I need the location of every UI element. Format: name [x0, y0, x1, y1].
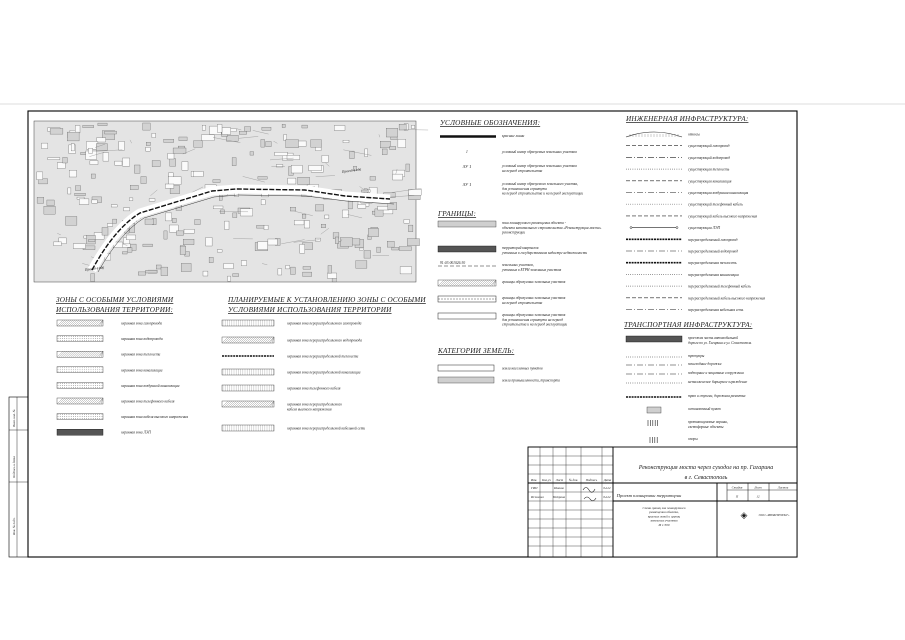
- engineering-label: перераспределяемый газопровод: [688, 237, 738, 242]
- engineering-label: перераспределяемая кабельная сеть: [688, 308, 744, 312]
- zones-right-title: ПЛАНИРУЕМЫЕ К УСТАНОВЛЕНИЮ ЗОНЫ С ОСОБЫМИ: [228, 296, 426, 304]
- land-item: [438, 377, 560, 384]
- transport-item: [626, 335, 752, 345]
- legend-label: на период строительства: [502, 168, 543, 173]
- land-label: земли населенных пунктов: [502, 366, 543, 371]
- legend-swatch: [626, 132, 682, 137]
- zones-right-title: УСЛОВИЯМИ ИСПОЛЬЗОВАНИЯ ТЕРРИТОРИИ: [228, 306, 392, 314]
- planned-zone-item: [222, 354, 359, 359]
- border-label: учтенных в государственном кадастре недвижимости: [502, 250, 588, 255]
- transport-label: светофорные объекты: [688, 424, 724, 429]
- planned-zone-label: охранная зона перераспределяемого водопровода: [287, 338, 362, 343]
- border-label: для установления сервитута на период: [502, 317, 563, 322]
- engineering-item: [626, 132, 700, 137]
- title-block-date: 04.22: [603, 495, 611, 499]
- engineering-label: существующий водопровод: [688, 155, 730, 160]
- border-label: территорий кварталов: [502, 246, 539, 250]
- legend-item: [463, 181, 584, 196]
- zone-item-label: охранная зона водопровода: [121, 337, 163, 342]
- legend-swatch: [438, 221, 496, 227]
- planned-zone-item: [222, 425, 365, 431]
- border-item: [438, 221, 602, 235]
- legend-swatch: [57, 320, 103, 326]
- stage-title: Проект планировки территории: [616, 493, 682, 498]
- transport-item: [650, 437, 698, 443]
- transport-label: опоры: [688, 437, 698, 441]
- zone-item-label: охранная зона ЛЭП: [121, 430, 151, 435]
- zone-item-label: охранная зона воздушной канализации: [121, 383, 180, 388]
- legend-swatch: [222, 369, 274, 375]
- sheet-title-line: красных линий и границ: [647, 514, 681, 519]
- transport-label: металлическое барьерное ограждение: [688, 380, 748, 384]
- legend-swatch: [438, 365, 494, 371]
- zone-item-label: охранная зона кабеля высокого напряжения: [121, 415, 188, 420]
- zones-left-title: ЗОНЫ С ОСОБЫМИ УСЛОВИЯМИ: [56, 296, 174, 304]
- legend-item: [463, 163, 578, 173]
- borders-title: ГРАНИЦЫ:: [438, 210, 477, 218]
- transport-item: [626, 354, 705, 358]
- engineering-label: перераспределяемая канализация: [688, 272, 739, 277]
- legend-label: условный номер образуемых земельных участков: [502, 150, 577, 154]
- legend-swatch: [57, 367, 103, 373]
- border-label: зона планируемого размещения объекта -: [502, 221, 566, 225]
- legend-label: условный номер образуемых земельных участков: [502, 164, 577, 168]
- engineering-item: [626, 284, 751, 289]
- engineering-item: [626, 261, 737, 265]
- border-label: строительства и на период эксплуатации: [502, 322, 568, 327]
- transport-label: противошумовые экраны,: [688, 420, 728, 424]
- transport-item: [626, 380, 748, 384]
- engineering-label: существующий телефонный кабель: [688, 202, 743, 207]
- transport-item: [647, 406, 721, 413]
- legend-swatch: [438, 280, 496, 286]
- transport-item: [626, 362, 722, 366]
- transport-label: подпорные и защитные сооружения: [688, 371, 744, 375]
- legend-swatch: [647, 407, 661, 413]
- title-block-col-val: П: [735, 494, 739, 499]
- project-title: в г. Севастополь: [684, 475, 728, 481]
- engineering-title: ИНЖЕНЕРНАЯ ИНФРАСТРУКТУРА:: [626, 115, 749, 123]
- engineering-label: существующая канализация: [688, 179, 732, 184]
- legend-item: [440, 134, 525, 138]
- sheet-title-line: М 1:500: [658, 522, 670, 527]
- border-label: земельных участков,: [502, 263, 534, 267]
- title-block-head: Изм.: [530, 478, 538, 482]
- zones-right-list: [222, 320, 365, 431]
- zones-right-section: [222, 296, 426, 431]
- planned-zone-item: [222, 320, 362, 326]
- engineering-item: [626, 308, 744, 312]
- title-block: [528, 447, 797, 557]
- transport-label: остановочный пункт: [688, 407, 721, 411]
- sheet-title-line: размещения объекта,: [649, 510, 679, 515]
- title-block-name: Иванов: [554, 486, 564, 490]
- planned-zone-label: охранная зона перераспределяемой теплосети: [287, 354, 359, 359]
- side-label: Взам. инв. №: [12, 409, 16, 427]
- transport-list: [626, 335, 752, 443]
- legend-swatch: [222, 337, 274, 343]
- border-item: [438, 313, 567, 327]
- project-title: Реконструкция моста через суходол на пр. Гагарина: [638, 465, 774, 471]
- border-item: [438, 280, 566, 286]
- legend-swatch: [57, 351, 103, 357]
- zones-left-list: [57, 320, 188, 435]
- transport-item: [648, 420, 728, 429]
- engineering-label: перераспределяемый телефонный кабель: [688, 284, 751, 289]
- planned-zone-label: охранная зона перераспределяемого газопровода: [287, 321, 362, 326]
- title-block-head: № док.: [568, 478, 579, 482]
- engineering-label: существующий кабель высокого напряжения: [688, 214, 758, 219]
- legend-label: условный номер образуемого земельного участка,: [502, 182, 579, 186]
- legend-label: красные линии: [502, 134, 525, 138]
- legend-swatch: [626, 336, 682, 342]
- zone-item: [57, 414, 188, 420]
- legend-label: на период строительства и на период эксплуатации: [502, 191, 584, 196]
- planned-zone-label: охранная зона перераспределяемой кабельной сети: [287, 426, 366, 431]
- land-item: [438, 365, 543, 371]
- engineering-label: перераспределяемый кабель высокого напряжения: [688, 296, 766, 301]
- legend-swatch: [57, 382, 103, 388]
- planned-zone-label: кабеля высокого напряжения: [287, 407, 332, 412]
- planned-zone-item: [222, 369, 361, 375]
- zones-left-section: [55, 296, 188, 435]
- planned-zone-label: охранная зона перераспределяемого: [287, 402, 342, 407]
- map-street-label: Проезд в оба: [84, 265, 105, 272]
- legend-swatch: [222, 385, 274, 391]
- legend-swatch: [222, 320, 274, 326]
- title-block-role: Исполнил: [531, 495, 544, 499]
- border-label: границы образуемых земельных участков: [502, 280, 566, 284]
- engineering-item: [626, 143, 730, 148]
- legend-code: ЗУ 1: [462, 182, 472, 187]
- title-block-head: Подпись: [585, 478, 598, 482]
- zone-item-label: охранная зона телефонного кабеля: [121, 399, 175, 404]
- zone-item: [57, 429, 151, 435]
- engineering-item: [626, 168, 730, 172]
- zone-item: [57, 398, 175, 404]
- title-block-head: Дата: [603, 478, 612, 482]
- transport-item: [626, 394, 746, 399]
- legend-code: 1: [466, 150, 468, 154]
- sheet-title-line: земельных участков: [650, 518, 678, 523]
- company-logo-icon: ◈: [740, 510, 748, 520]
- engineering-label: перераспределяемая теплосеть: [688, 261, 737, 266]
- engineering-label: существующий газопровод: [688, 144, 730, 149]
- engineering-item: [626, 179, 732, 183]
- title-block-date: 04.22: [603, 486, 611, 490]
- borders-list: [438, 221, 602, 327]
- zone-item-label: охранная зона канализации: [121, 368, 163, 373]
- map-street-label: Проезд в оба: [341, 167, 362, 174]
- land-title: КАТЕГОРИИ ЗЕМЕЛЬ:: [438, 347, 515, 355]
- engineering-label: существующая ЛЭП: [688, 226, 720, 231]
- transport-item: [626, 371, 744, 375]
- title-block-col-head: Листов: [777, 485, 789, 490]
- legend-section: [437, 119, 602, 384]
- legend-list: [440, 134, 583, 196]
- side-label: Подпись и дата: [12, 456, 16, 478]
- engineering-item: [626, 155, 730, 160]
- legend-swatch: [438, 313, 496, 319]
- zone-item: [57, 320, 162, 326]
- transport-label: трап и ступени, дорожная разметка: [688, 394, 746, 398]
- transport-label: проезжая часть автомобильной: [688, 336, 739, 340]
- engineering-section: [624, 115, 765, 443]
- side-label: Инв. № подл.: [12, 517, 16, 535]
- engineering-item: [626, 213, 757, 218]
- legend-swatch: [222, 425, 274, 431]
- zone-item: [57, 351, 161, 357]
- legend-label: для установления сервитута: [502, 186, 547, 191]
- transport-label: пешеходные дорожки: [688, 362, 722, 366]
- legend-item: [466, 149, 577, 154]
- legend-swatch: [650, 437, 657, 443]
- planned-zone-item: [222, 337, 362, 343]
- title-block-col-val: 12: [756, 494, 760, 499]
- legend-swatch: [222, 401, 274, 407]
- border-label: на период строительства: [502, 300, 543, 305]
- legend-swatch: [630, 227, 678, 229]
- border-item: [438, 245, 587, 255]
- border-item: [438, 296, 566, 305]
- title-block-frame: [528, 447, 797, 557]
- site-map: [34, 121, 428, 282]
- zone-item-label: охранная зона теплосети: [121, 352, 161, 357]
- transport-label: тротуары: [688, 354, 705, 358]
- planned-zone-item: [222, 385, 341, 391]
- planned-zone-label: охранная зона перераспределяемой канализации: [287, 370, 361, 375]
- legend-swatch: [57, 429, 103, 435]
- legend-code: ЗУ 1: [462, 164, 472, 169]
- land-list: [438, 365, 560, 384]
- legend-swatch: [648, 420, 658, 426]
- side-stamp: [9, 397, 28, 557]
- planned-zone-label: охранная зона телефонного кабеля: [287, 386, 341, 391]
- title-block-name: Петрова: [552, 495, 566, 499]
- zones-left-title: ИСПОЛЬЗОВАНИЯ ТЕРРИТОРИИ:: [56, 306, 174, 314]
- cadastral-number: 91:03:001026:30: [440, 261, 466, 265]
- zone-item: [57, 367, 163, 373]
- engineering-item: [626, 191, 749, 195]
- border-label: границы образуемых земельных участков: [502, 313, 566, 317]
- title-block-col-head: Стадия: [731, 485, 743, 490]
- land-label: земли промышленности, транспорта: [502, 378, 560, 383]
- engineering-item: [630, 226, 720, 230]
- transport-title: ТРАНСПОРТНАЯ ИНФРАСТРУКТУРА:: [624, 321, 753, 329]
- legend-swatch: [438, 377, 494, 383]
- title-block-col-head: Лист: [754, 485, 762, 490]
- engineering-item: [626, 202, 743, 207]
- legend-swatch: [57, 398, 103, 404]
- engineering-item: [626, 295, 765, 300]
- engineering-label: откосы: [688, 132, 700, 137]
- border-label: реконструкции: [502, 230, 526, 235]
- border-label: границы образуемых земельных участков: [502, 296, 566, 300]
- engineering-item: [626, 237, 738, 242]
- border-label: учтенных в ЕГРН земельных участков: [502, 267, 562, 272]
- engineering-list: [626, 132, 765, 312]
- legend-swatch: [57, 414, 103, 420]
- engineering-label: существующая воздушная канализация: [688, 191, 749, 195]
- engineering-label: перераспределяемый водопровод: [688, 249, 738, 254]
- company-name: ООО «ИНЖПРОЕКТ»: [758, 513, 790, 517]
- zone-item: [57, 382, 180, 388]
- title-block-role: ГИП: [531, 486, 538, 490]
- zone-item: [57, 336, 163, 342]
- sheet-title-line: Схема границ зон планируемого: [642, 506, 686, 510]
- engineering-item: [626, 273, 739, 277]
- zone-item-label: охранная зона газопровода: [121, 321, 163, 326]
- title-block-head: Лист: [555, 478, 564, 482]
- title-block-head: Кол.уч: [542, 478, 551, 482]
- engineering-item: [626, 249, 738, 254]
- legend-swatch: [438, 296, 496, 302]
- legend-title: УСЛОВНЫЕ ОБОЗНАЧЕНИЯ:: [440, 119, 541, 127]
- legend-swatch: [57, 336, 103, 342]
- border-label: объекта капитального строительства «Реконструкция моста»: [502, 225, 602, 230]
- transport-label: дороги по ул. Гагарина и ул. Севастополь: [688, 340, 752, 345]
- legend-swatch: [438, 246, 496, 252]
- planned-zone-item: [222, 401, 342, 411]
- engineering-label: существующая теплосеть: [688, 167, 730, 172]
